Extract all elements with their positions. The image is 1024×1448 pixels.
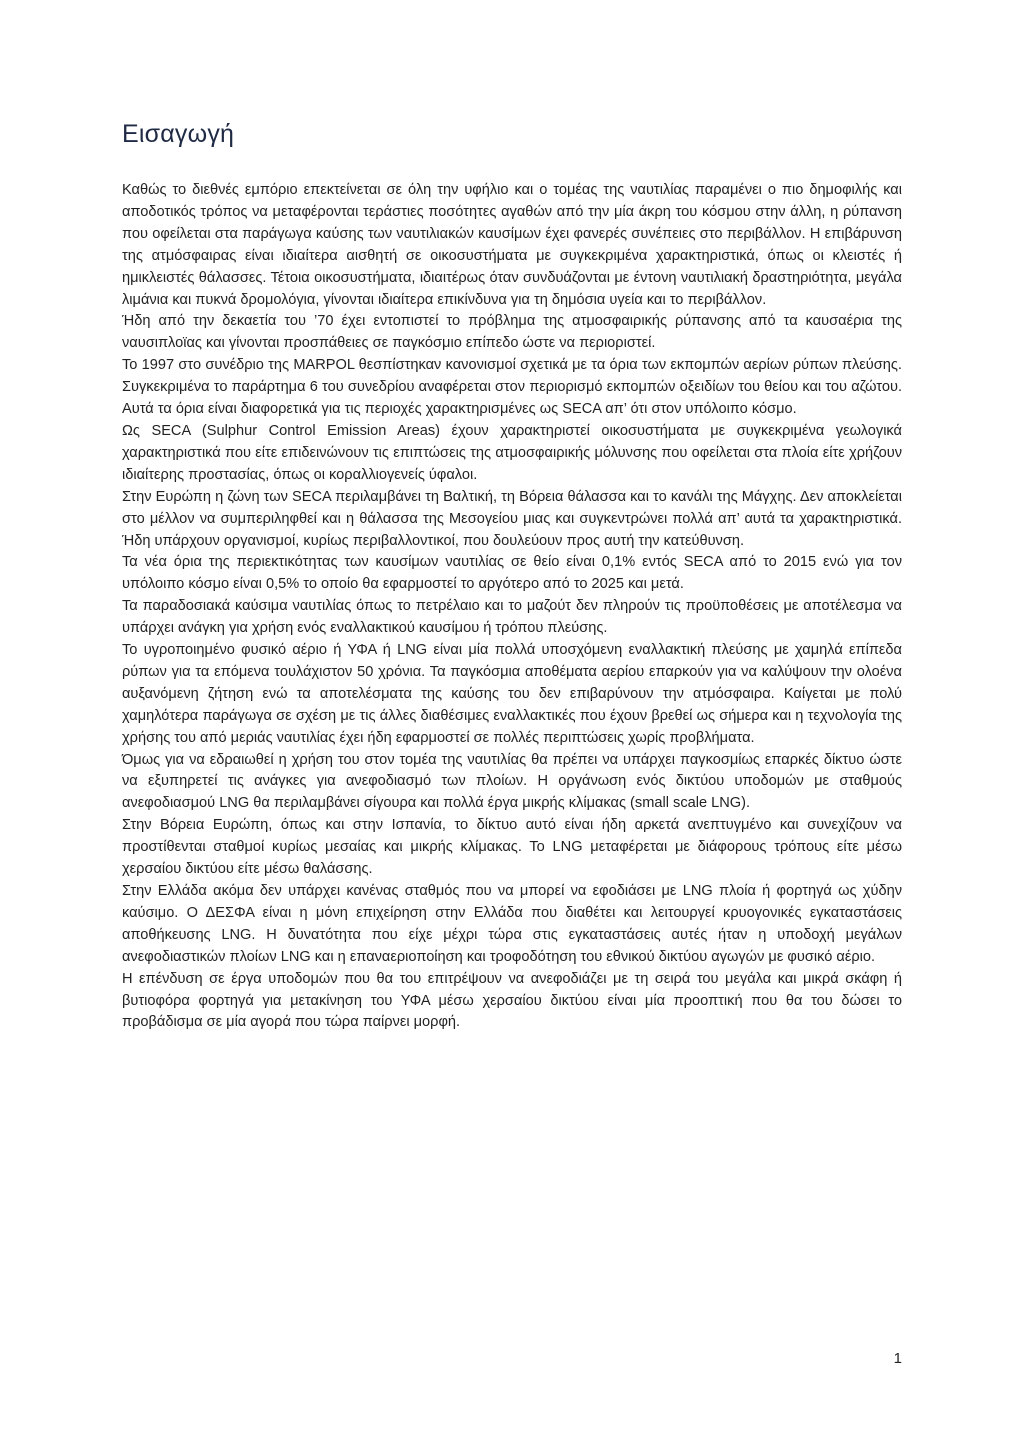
paragraph: Το 1997 στο συνέδριο της MARPOL θεσπίστηκαν κανονισμοί σχετικά με τα όρια των εκπομπών αερίων ρύπων πλεύσης. Συγκεκριμένα το παράρτημα 6 του συνεδρίου αναφέρεται στον περιορισμό εκπομπών οξειδίων του θείου και του αζώτου. Αυτά τα όρια είναι διαφορετικά για τις περιοχές χαρακτηρισμένες ως SECA απ’ ότι στον υπόλοιπο κόσμο. — [122, 357, 902, 418]
paragraph: Όμως για να εδραιωθεί η χρήση του στον τομέα της ναυτιλίας θα πρέπει να υπάρχει παγκοσμίως επαρκές δίκτυο ώστε να εξυπηρετεί τις ανάγκες για ανεφοδιασμό των πλοίων. Η οργάνωση ενός δικτύου υποδομών με σταθμούς ανεφοδιασμού LNG θα περιλαμβάνει σίγουρα και πολλά έργα μικρής κλίμακας (small scale LNG). — [122, 751, 902, 812]
paragraph: Καθώς το διεθνές εμπόριο επεκτείνεται σε όλη την υφήλιο και ο τομέας της ναυτιλίας παραμένει ο πιο δημοφιλής και αποδοτικός τρόπος να μεταφέρονται τεράστιες ποσότητες αγαθών από την μία άκρη του κόσμου στην άλλη, η ρύπανση που οφείλεται στα παράγωγα καύσης των ναυτιλιακών καυσίμων έχει φανερές συνέπειες στο περιβάλλον. Η επιβάρυνση της ατμόσφαιρας είναι ιδιαίτερα αισθητή σε οικοσυστήματα με συγκεκριμένα χαρακτηριστικά, όπως οι κλειστές ή ημικλειστές θάλασσες. Τέτοια οικοσυστήματα, ιδιαιτέρως όταν συνδυάζονται με έντονη ναυτιλιακή δραστηριότητα, μεγάλα λιμάνια και πυκνά δρομολόγια, γίνονται ιδιαίτερα επικίνδυνα για τη δημόσια υγεία και το περιβάλλον. — [122, 182, 902, 308]
paragraph: Ως SECA (Sulphur Control Emission Areas) έχουν χαρακτηριστεί οικοσυστήματα με συγκεκριμένα γεωλογικά χαρακτηριστικά που είτε επιδεινώνουν τις επιπτώσεις της ατμοσφαιρικής μόλυνσης που οφείλεται στα πλοία είτε χρήζουν ιδιαίτερης προστασίας, όπως οι κοραλλιογενείς ύφαλοι. — [122, 422, 902, 483]
page-title: Εισαγωγή — [122, 120, 235, 148]
paragraph: Η επένδυση σε έργα υποδομών που θα του επιτρέψουν να ανεφοδιάζει με τη σειρά του μεγάλα και μικρά σκάφη ή βυτιοφόρα φορτηγά για μετακίνηση του ΥΦΑ μέσω χερσαίου δικτύου είναι μία προοπτική που θα του δώσει το προβάδισμα σε μία αγορά που τώρα παίρνει μορφή. — [122, 970, 902, 1031]
body-text — [122, 180, 902, 1034]
paragraph: Ήδη από την δεκαετία του ’70 έχει εντοπιστεί το πρόβλημα της ατμοσφαιρικής ρύπανσης από τα καυσαέρια της ναυσιπλοϊας και γίνονται προσπάθειες σε παγκόσμιο επίπεδο ώστε να περιοριστεί. — [122, 313, 902, 352]
paragraph: Στην Βόρεια Ευρώπη, όπως και στην Ισπανία, το δίκτυο αυτό είναι ήδη αρκετά ανεπτυγμένο και συνεχίζουν να προστίθενται σταθμοί κυρίως μεσαίας και μικρής κλίμακας. Το LNG μεταφέρεται με διάφορους τρόπους είτε μέσω χερσαίου δικτύου είτε μέσω θαλάσσης. — [122, 817, 902, 878]
paragraph: Στην Ελλάδα ακόμα δεν υπάρχει κανένας σταθμός που να μπορεί να εφοδιάσει με LNG πλοία ή φορτηγά ως χύδην καύσιμο. Ο ΔΕΣΦΑ είναι η μόνη επιχείρηση στην Ελλάδα που διαθέτει και λειτουργεί κρυογονικές εγκαταστάσεις αποθήκευσης LNG. Η δυνατότητα που είχε μέχρι τώρα στις εγκαταστάσεις αυτές ήταν η υποδοχή μεγάλων ανεφοδιαστικών πλοίων LNG και η επαναεριοποίηση και τροφοδότηση του εθνικού δικτύου αγωγών με φυσικό αέριο. — [122, 883, 902, 965]
paragraph: Το υγροποιημένο φυσικό αέριο ή ΥΦΑ ή LNG είναι μία πολλά υποσχόμενη εναλλακτική πλεύσης με χαμηλά επίπεδα ρύπων για τα επόμενα τουλάχιστον 50 χρόνια. Τα παγκόσμια αποθέματα αερίου επαρκούν για να καλύψουν την ολοένα αυξανόμενη ζήτηση ενώ τα αποτελέσματα της καύσης του δεν επιβαρύνουν την ατμόσφαιρα. Καίγεται με πολύ χαμηλότερα παράγωγα σε σχέση με τις άλλες διαθέσιμες εναλλακτικές που έχουν βρεθεί ως σήμερα και η τεχνολογία της χρήσης του από μεριάς ναυτιλίας έχει ήδη εφαρμοστεί σε πολλές περιπτώσεις χωρίς προβλήματα. — [122, 642, 902, 746]
page-number: 1 — [893, 1350, 902, 1367]
paragraph: Στην Ευρώπη η ζώνη των SECA περιλαμβάνει τη Βαλτική, τη Βόρεια θάλασσα και το κανάλι της Μάγχης. Δεν αποκλείεται στο μέλλον να συμπεριληφθεί και η θάλασσα της Μεσογείου μιας και συγκεντρώνει πολλά απ’ αυτά τα χαρακτηριστικά. Ήδη υπάρχουν οργανισμοί, κυρίως περιβαλλοντικοί, που δουλεύουν προς αυτή την κατεύθυνση. — [122, 488, 902, 549]
paragraph: Τα παραδοσιακά καύσιμα ναυτιλίας όπως το πετρέλαιο και το μαζούτ δεν πληρούν τις προϋποθέσεις με αποτέλεσμα να υπάρχει ανάγκη για χρήση ενός εναλλακτικού καυσίμου ή τρόπου πλεύσης. — [122, 598, 902, 637]
paragraph: Τα νέα όρια της περιεκτικότητας των καυσίμων ναυτιλίας σε θείο είναι 0,1% εντός SECA από το 2015 ενώ για τον υπόλοιπο κόσμο είναι 0,5% το οποίο θα εφαρμοστεί το αργότερο από το 2025 και μετά. — [122, 554, 902, 593]
